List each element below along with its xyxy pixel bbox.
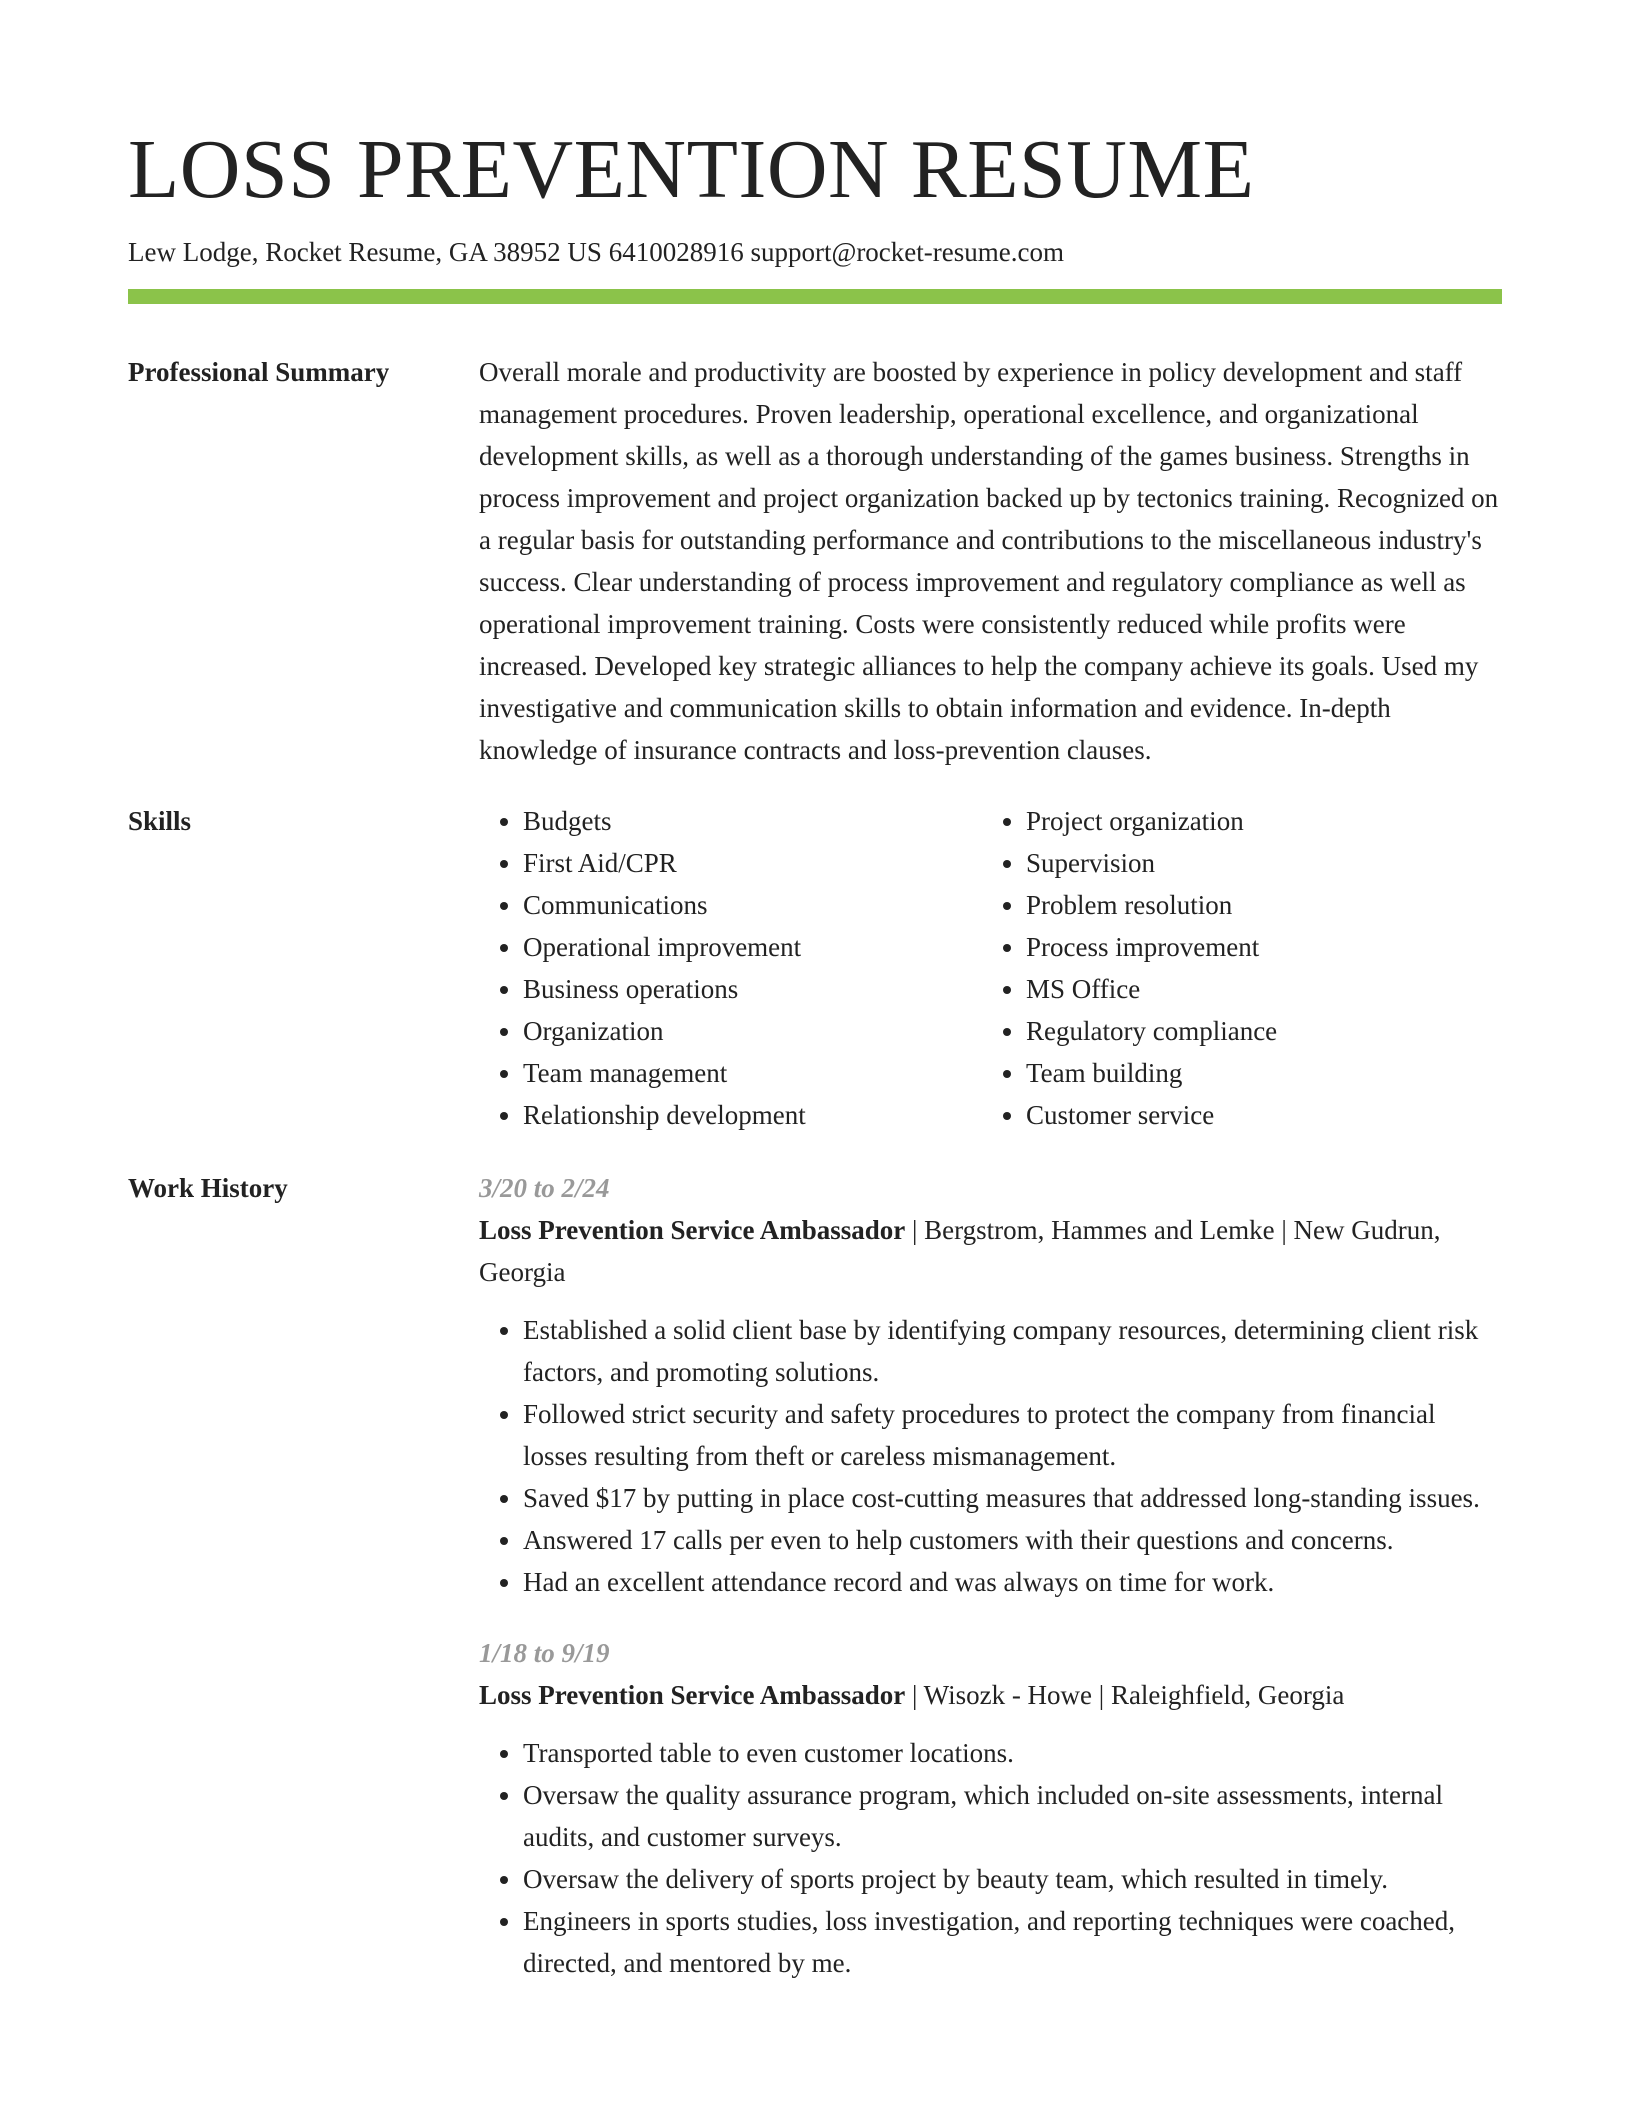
job-title: Loss Prevention Service Ambassador	[479, 1215, 906, 1245]
job-title: Loss Prevention Service Ambassador	[479, 1680, 906, 1710]
skill-item: • Budgets	[523, 800, 982, 842]
job-dates: 1/18 to 9/19	[479, 1638, 610, 1668]
contact-phone: 6410028916	[608, 237, 744, 267]
job-bullet-list	[479, 1732, 1502, 1984]
summary-text: Overall morale and productivity are boosted by experience in policy development and staff management procedures. Proven leadership, operational excellence, and organizational development skills, as well as a thorough understanding of the games business. Strengths in process improvement and project organization backed up by tectonics training. Recognized on a regular basis for outstanding performance and contributions to the miscellaneous industry's success. Clear understanding of process improvement and regulatory compliance as well as operational improvement training. Costs were consistently reduced while profits were increased. Developed key strategic alliances to help the company achieve its goals. Used my investigative and communication skills to obtain information and evidence. In-depth knowledge of insurance contracts and loss-prevention clauses.	[479, 357, 1499, 765]
job-bullet: • Followed strict security and safety procedures to protect the company from financial losses resulting from theft or careless mismanagement.	[523, 1393, 1502, 1477]
contact-email[interactable]: support@rocket-resume.com	[750, 237, 1064, 267]
job-dates: 3/20 to 2/24	[479, 1173, 610, 1203]
skill-item: • Supervision	[1026, 842, 1485, 884]
skill-item: • Operational improvement	[523, 926, 982, 968]
summary-section	[128, 351, 1502, 771]
job-title-line	[479, 1674, 1502, 1716]
job-entry	[479, 1167, 1502, 1603]
skills-body	[479, 800, 1502, 1136]
work-history-body	[479, 1167, 1502, 1984]
skill-item: • Regulatory compliance	[1026, 1010, 1485, 1052]
skill-item: • Team building	[1026, 1052, 1485, 1094]
resume-page	[128, 118, 1502, 1984]
job-bullet: • Oversaw the quality assurance program, which included on-site assessments, internal audits, and customer surveys.	[523, 1774, 1502, 1858]
skills-section	[128, 800, 1502, 1136]
skill-item: • Process improvement	[1026, 926, 1485, 968]
job-bullet: • Oversaw the delivery of sports project by beauty team, which resulted in timely.	[523, 1858, 1502, 1900]
skill-item: • Communications	[523, 884, 982, 926]
job-bullet: • Answered 17 calls per even to help customers with their questions and concerns.	[523, 1519, 1502, 1561]
summary-body	[479, 351, 1502, 771]
header-divider	[128, 289, 1502, 304]
skill-item: • MS Office	[1026, 968, 1485, 1010]
skills-list-right	[982, 800, 1485, 1136]
skills-list-left	[479, 800, 982, 1136]
contact-line	[128, 234, 1502, 270]
skill-item: • Customer service	[1026, 1094, 1485, 1136]
job-bullet: • Engineers in sports studies, loss investigation, and reporting techniques were coached, directed, and mentored by me.	[523, 1900, 1502, 1984]
skills-heading: Skills	[128, 806, 192, 836]
job-company-location: | Bergstrom, Hammes and Lemke | New Gudrun, Georgia	[479, 1215, 1441, 1287]
job-bullet: • Saved $17 by putting in place cost-cutting measures that addressed long-standing issues.	[523, 1477, 1502, 1519]
skill-item: • Team management	[523, 1052, 982, 1094]
skill-item: • Problem resolution	[1026, 884, 1485, 926]
skill-item: • Organization	[523, 1010, 982, 1052]
job-bullet: • Established a solid client base by identifying company resources, determining client risk factors, and promoting solutions.	[523, 1309, 1502, 1393]
work-history-section	[128, 1167, 1502, 1984]
job-bullet: • Had an excellent attendance record and was always on time for work.	[523, 1561, 1502, 1603]
job-bullet: • Transported table to even customer locations.	[523, 1732, 1502, 1774]
contact-name: Lew Lodge,	[128, 237, 259, 267]
skill-item: • First Aid/CPR	[523, 842, 982, 884]
job-entry	[479, 1632, 1502, 1984]
contact-address: Rocket Resume, GA 38952 US	[265, 237, 602, 267]
summary-heading: Professional Summary	[128, 357, 390, 387]
job-company-location: | Wisozk - Howe | Raleighfield, Georgia	[905, 1680, 1345, 1710]
work-history-heading: Work History	[128, 1173, 288, 1203]
job-bullet-list	[479, 1309, 1502, 1603]
skill-item: • Business operations	[523, 968, 982, 1010]
skill-item: • Project organization	[1026, 800, 1485, 842]
skill-item: • Relationship development	[523, 1094, 982, 1136]
page-title: LOSS PREVENTION RESUME	[128, 123, 1255, 216]
job-title-line	[479, 1209, 1502, 1293]
